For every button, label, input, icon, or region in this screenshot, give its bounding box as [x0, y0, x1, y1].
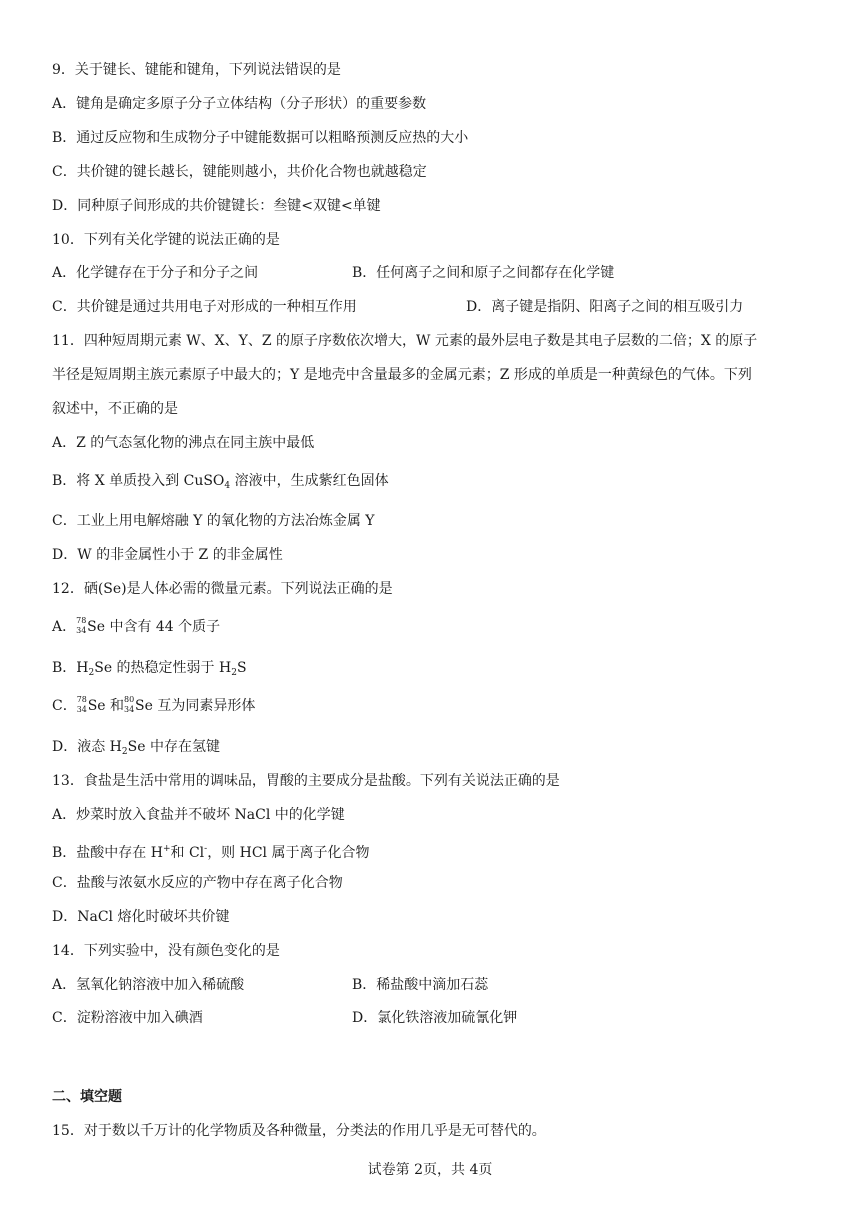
q11-option-d: D．W 的非金属性小于 Z 的非金属性 — [52, 547, 283, 563]
q11-stem-line3: 叙述中，不正确的是 — [52, 401, 178, 417]
q10-stem: 10．下列有关化学键的说法正确的是 — [52, 232, 280, 248]
q10-option-d: D．离子键是指阴、阳离子之间的相互吸引力 — [466, 299, 744, 315]
q12-stem: 12．硒(Se)是人体必需的微量元素。下列说法正确的是 — [52, 581, 393, 597]
q13-option-a: A．炒菜时放入食盐并不破坏 NaCl 中的化学键 — [52, 807, 345, 823]
q10-option-a: A．化学键存在于分子和分子之间 — [52, 265, 259, 281]
q9-option-c: C．共价键的键长越长，键能则越小，共价化合物也就越稳定 — [52, 164, 427, 180]
q11-stem-line2: 半径是短周期主族元素原子中最大的；Y 是地壳中含量最多的金属元素；Z 形成的单质是一种黄绿色的气体。下列 — [52, 367, 752, 383]
q13-option-d: D．NaCl 熔化时破坏共价键 — [52, 909, 230, 925]
q14-option-d: D．氯化铁溶液加硫氰化钾 — [352, 1010, 518, 1026]
q12-option-a: A． 78 34 Se 中含有 44 个质子 — [52, 616, 221, 635]
q13-option-b: B．盐酸中存在 H+和 Cl-，则 HCl 属于离子化合物 — [52, 844, 370, 861]
q10-option-c: C．共价键是通过共用电子对形成的一种相互作用 — [52, 299, 357, 315]
page-footer: 试卷第 2页，共 4页 — [367, 1162, 493, 1178]
q13-option-c: C．盐酸与浓氨水反应的产物中存在离子化合物 — [52, 875, 343, 891]
q11-option-c: C．工业上用电解熔融 Y 的氧化物的方法冶炼金属 Y — [52, 513, 375, 529]
q12-option-c: C． 78 34 Se 和 80 34 Se 互为同素异形体 — [52, 695, 256, 714]
q11-option-a: A．Z 的气态氢化物的沸点在同主族中最低 — [52, 435, 315, 451]
q14-option-a: A．氢氧化钠溶液中加入稀硫酸 — [52, 977, 245, 993]
isotope-se78: 78 34 — [76, 616, 87, 635]
q10-option-b: B．任何离子之间和原子之间都存在化学键 — [352, 265, 615, 281]
isotope-se80: 80 34 — [124, 695, 135, 714]
q9-option-d: D．同种原子间形成的共价键键长：叁键<双键<单键 — [52, 198, 381, 214]
q9-option-b: B．通过反应物和生成物分子中键能数据可以粗略预测反应热的大小 — [52, 130, 469, 146]
q12-option-b: B．$H_2Se$ 的热稳定性弱于 $H_2S$ — [52, 660, 247, 678]
q13-stem: 13．食盐是生活中常用的调味品，胃酸的主要成分是盐酸。下列有关说法正确的是 — [52, 773, 560, 789]
q9-option-a: A．键角是确定多原子分子立体结构（分子形状）的重要参数 — [52, 96, 427, 112]
isotope-se78: 78 34 — [76, 695, 87, 714]
q11-option-b: B．将 X 单质投入到 CuSO$_4$ 溶液中，生成紫红色固体 — [52, 473, 389, 491]
section-heading: 二、填空题 — [52, 1089, 122, 1105]
q11-stem-line1: 11．四种短周期元素 W、X、Y、Z 的原子序数依次增大，W 元素的最外层电子数是其电子层数的二倍；X 的原子 — [52, 333, 758, 349]
q14-stem: 14．下列实验中，没有颜色变化的是 — [52, 943, 280, 959]
q9-stem: 9．关于键长、键能和键角，下列说法错误的是 — [52, 62, 341, 78]
q15-stem: 15．对于数以千万计的化学物质及各种微量，分类法的作用几乎是无可替代的。 — [52, 1123, 546, 1139]
q14-option-b: B．稀盐酸中滴加石蕊 — [352, 977, 489, 993]
q12-option-d: D．液态 $H_2Se$ 中存在氢键 — [52, 739, 220, 757]
q14-option-c: C．淀粉溶液中加入碘酒 — [52, 1010, 203, 1026]
